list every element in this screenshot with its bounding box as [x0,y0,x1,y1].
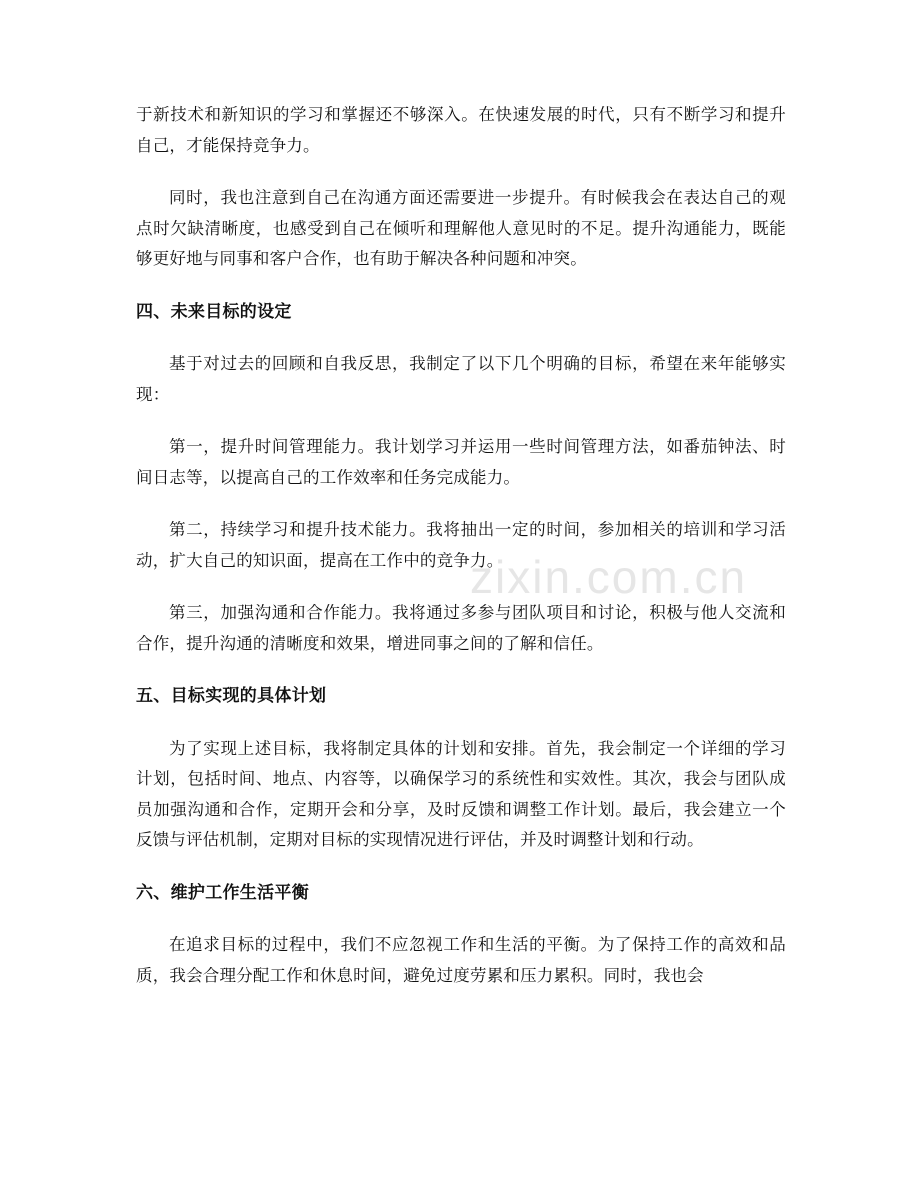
paragraph-goals-intro: 基于对过去的回顾和自我反思，我制定了以下几个明确的目标，希望在来年能够实现： [136,354,786,404]
paragraph-communication: 同时，我也注意到自己在沟通方面还需要进一步提升。有时候我会在表达自己的观点时欠缺清晰度，也感受到自己在倾听和理解他人意见时的不足。提升沟通能力，既能够更好地与同事和客户合作，也有助于解决各种问题和冲突。 [136,188,786,268]
watermark-text: zixin.com.cn [470,551,748,603]
paragraph-goal-1: 第一，提升时间管理能力。我计划学习并运用一些时间管理方法，如番茄钟法、时间日志等，以提高自己的工作效率和任务完成能力。 [136,437,786,487]
paragraph-goal-3: 第三，加强沟通和合作能力。我将通过多参与团队项目和讨论，积极与他人交流和合作，提升沟通的清晰度和效果，增进同事之间的了解和信任。 [136,603,786,653]
section-heading-plan: 五、目标实现的具体计划 [136,686,327,706]
section-heading-future-goals: 四、未来目标的设定 [136,301,292,322]
section-heading-balance: 六、维护工作生活平衡 [136,882,309,903]
paragraph-plan: 为了实现上述目标，我将制定具体的计划和安排。首先，我会制定一个详细的学习计划，包括时间、地点、内容等，以确保学习的系统性和实效性。其次，我会与团队成员加强沟通和合作，定期开会和分享，及时反馈和调整工作计划。最后，我会建立一个反馈与评估机制，定期对目标的实现情况进行评估，并及时调整计划和行动。 [136,738,786,849]
document-body [136,100,786,1013]
paragraph-goal-2: 第二，持续学习和提升技术能力。我将抽出一定的时间，参加相关的培训和学习活动，扩大自己的知识面，提高在工作中的竞争力。 [136,520,786,570]
paragraph-continued: 于新技术和新知识的学习和掌握还不够深入。在快速发展的时代，只有不断学习和提升自己，才能保持竞争力。 [136,105,786,155]
paragraph-balance: 在追求目标的过程中，我们不应忽视工作和生活的平衡。为了保持工作的高效和品质，我会合理分配工作和休息时间，避免过度劳累和压力累积。同时，我也会 [136,935,786,985]
